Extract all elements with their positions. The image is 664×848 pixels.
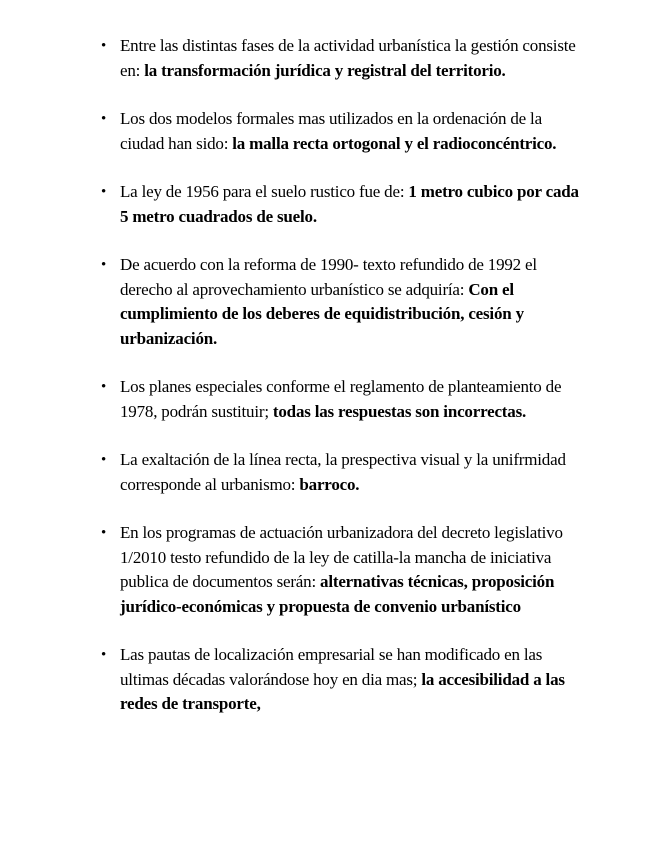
list-item xyxy=(100,375,590,424)
list-item xyxy=(100,643,590,717)
list-item xyxy=(100,34,590,83)
question-answer-list xyxy=(100,34,590,741)
question-text: Los planes especiales conforme el reglamento de planteamiento de 1978, podrán sustituir; xyxy=(120,377,562,421)
list-item xyxy=(100,448,590,497)
answer-text: alternativas técnicas, proposición jurídico-económicas y propuesta de convenio urbanístico xyxy=(120,572,555,616)
question-text: Los dos modelos formales mas utilizados en la ordenación de la ciudad han sido: xyxy=(120,109,542,153)
answer-text: todas las respuestas son incorrectas. xyxy=(272,401,527,421)
question-text: La ley de 1956 para el suelo rustico fue de: xyxy=(120,182,409,201)
list-item xyxy=(100,180,590,229)
list-item xyxy=(100,107,590,156)
question-text: En los programas de actuación urbanizadora del decreto legislativo 1/2010 testo refundido de la ley de catilla-la mancha de iniciativa publica de documentos serán: xyxy=(120,523,563,591)
answer-text: la accesibilidad a las redes de transporte, xyxy=(120,669,565,713)
question-text: Entre las distintas fases de la actividad urbanística la gestión consiste en: xyxy=(120,36,576,80)
answer-text: barroco. xyxy=(299,474,360,494)
answer-text: 1 metro cubico por cada 5 metro cuadrados de suelo. xyxy=(120,182,579,226)
list-item xyxy=(100,521,590,619)
question-text: De acuerdo con la reforma de 1990- texto refundido de 1992 el derecho al aprovechamiento urbanístico se adquiría: xyxy=(120,255,537,299)
answer-text: Con el cumplimiento de los deberes de equidistribución, cesión y urbanización. xyxy=(120,279,524,348)
question-text: La exaltación de la línea recta, la prespectiva visual y la unifrmidad corresponde al urbanismo: xyxy=(120,450,566,494)
list-item xyxy=(100,253,590,351)
answer-text: la transformación jurídica y registral del territorio. xyxy=(144,60,506,80)
question-text: Las pautas de localización empresarial se han modificado en las ultimas décadas valorándose hoy en dia mas; xyxy=(120,645,543,689)
answer-text: la malla recta ortogonal y el radioconcéntrico. xyxy=(232,133,557,153)
